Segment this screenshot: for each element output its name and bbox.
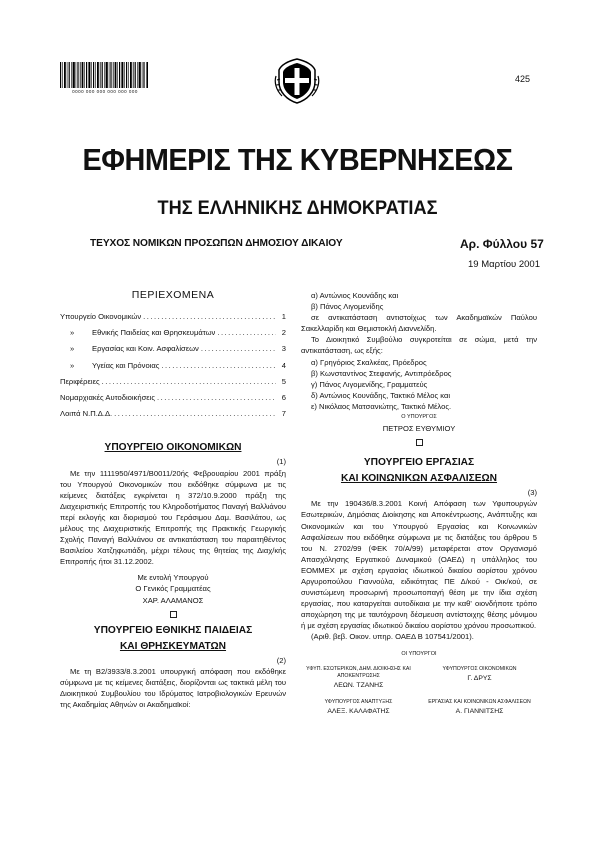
gazette-title: ΕΦΗΜΕΡΙΣ ΤΗΣ ΚΥΒΕΡΝΗΣΕΩΣ — [82, 142, 513, 177]
toc-item-page: 3 — [281, 344, 286, 354]
decision-number: (3) — [527, 488, 537, 498]
separator-square — [416, 439, 423, 446]
toc-item[interactable] — [60, 343, 286, 359]
text-line: α) Αντώνιος Κουνάδης και — [311, 291, 399, 300]
toc-item[interactable] — [60, 408, 286, 424]
issue-number-prefix: Αρ. Φύλλου — [460, 237, 531, 251]
minister-signature — [422, 666, 537, 689]
issue-number-value: 57 — [530, 237, 544, 251]
toc-item-label: Περιφέρειες — [60, 376, 100, 386]
toc-item[interactable] — [60, 392, 286, 408]
toc-item-page: 1 — [281, 312, 286, 322]
member-item: ε) Νικόλαος Ματσανιώτης, Τακτικό Μέλος. — [311, 401, 452, 411]
section-heading: ΥΠΟΥΡΓΕΙΟ ΕΡΓΑΣΙΑΣ — [363, 457, 475, 469]
decision-text: Με την 190436/8.3.2001 Κοινή Απόφαση των Υφυπουργών Εσωτερικών, Δημόσιας Διοίκησης και Αποκέντρωσης, Ανάπτυξης και Οικονομικών και του Υπουργού Εργασίας και Κοινωνικών Ασφαλίσεων που εκδόθηκε σύμφωνα με τις διατάξεις του άρθρου 5 του Ν. 2702/99 (ΦΕΚ 70/Α/99) μεταφέρεται στον Οργανισμό Απασχόλησης Εργατικού Δυναμικού (ΟΑΕΔ) η υπάλληλος του ΕΟΜΜΕΧ με σχέση εργασίας ιδιωτικού δικαίου αορίστου χρόνου Αργυροπούλου Γιαννούλα, ειδικότητας ΠΕ Δ/κού - Οικ/κού, σε συνιστώμενη προσωρινή προσωποπαγή θέση με την ίδια σχέση εργασίας, που καταργείται αυτοδίκαια με την καθ' οιονδήποτε τρόπο αποχώρηση της με ταυτόχρονη δέσμευση αντίστοιχης θέσης μόνιμου ή με σχέση εργασίας ιδιωτικού δικαίου αορίστου χρόνου προσωπικού. — [301, 499, 537, 631]
decision-text: Με τη Β2/3933/8.3.2001 υπουργική απόφαση που εκδόθηκε σύμφωνα με τις κείμενες διατάξεις, διορίζονται ως τακτικά μέλη του Διοικητικού Συμβουλίου του Ιδρύματος Ιατροβιολογικών Ερευνών της Ακαδημίας Αθηνών οι Ακαδημαϊκοί: — [60, 666, 286, 709]
section-heading — [60, 440, 286, 456]
section-heading-text: ΥΠΟΥΡΓΕΙΟ ΟΙΚΟΝΟΜΙΚΩΝ — [104, 442, 242, 454]
separator-square — [170, 611, 177, 618]
section-heading-text: ΚΑΙ ΘΡΗΣΚΕΥΜΑΤΩΝ — [119, 640, 227, 652]
signature-title: Ο ΥΠΟΥΡΓΟΣ — [401, 414, 437, 421]
text-line: σε αντικατάσταση αντιστοίχως των Ακαδημαϊκών Παύλου Σακελλαρίδη και Θεμιστοκλή Διαννελίδη. — [301, 313, 537, 334]
toc-item-page: 6 — [281, 393, 286, 403]
minister-name: Γ. ΔΡΥΣ — [467, 674, 492, 682]
toc-item-label: Υπουργείο Οικονομικών — [60, 312, 142, 322]
ministers-signatures — [301, 666, 537, 715]
issue-number — [460, 237, 544, 251]
text-line: β) Πάνος Λιγομενίδης — [311, 302, 384, 312]
toc-item-mark: » — [70, 360, 75, 370]
barcode — [60, 62, 148, 88]
member-item: δ) Αντώνιος Κουνάδης, Τακτικό Μέλος και — [311, 390, 451, 400]
minister-role: ΥΦΥΠΟΥΡΓΟΣ ΟΙΚΟΝΟΜΙΚΩΝ — [442, 665, 517, 672]
toc-leader — [201, 343, 276, 354]
toc-item-page: 4 — [281, 360, 286, 370]
gazette-subtitle: ΤΗΣ ΕΛΛΗΝΙΚΗΣ ΔΗΜΟΚΡΑΤΙΑΣ — [157, 197, 438, 219]
section-heading-text: ΚΑΙ ΚΟΙΝΩΝΙΚΩΝ ΑΣΦΑΛΙΣΕΩΝ — [340, 473, 498, 485]
page-number: 425 — [515, 74, 531, 84]
minister-role: ΥΦΥΠ. ΕΣΩΤΕΡΙΚΩΝ, ΔΗΜ. ΔΙΟΙΚΗΣΗΣ ΚΑΙ ΑΠΟΚΕΝΤΡΩΣΗΣ — [306, 665, 411, 679]
toc-item-page: 7 — [281, 409, 286, 419]
issue-series: ΤΕΥΧΟΣ ΝΟΜΙΚΩΝ ΠΡΟΣΩΠΩΝ ΔΗΜΟΣΙΟΥ ΔΙΚΑΙΟΥ — [90, 238, 343, 249]
toc-leader — [217, 327, 276, 338]
toc-item-mark: » — [70, 328, 75, 338]
signature-line: Ο Γενικός Γραμματέας — [135, 584, 211, 594]
toc-item-label: Λοιπά Ν.Π.Δ.Δ. — [60, 409, 113, 419]
minister-role: ΕΡΓΑΣΙΑΣ ΚΑΙ ΚΟΙΝΩΝΙΚΩΝ ΑΣΦΑΛΙΣΕΩΝ — [428, 698, 531, 705]
ministers-title: ΟΙ ΥΠΟΥΡΓΟΙ — [401, 650, 437, 657]
toc-leader — [143, 311, 276, 322]
right-column — [301, 290, 537, 715]
toc-leader — [157, 392, 276, 403]
toc-title: ΠΕΡΙΕΧΟΜΕΝΑ — [131, 289, 215, 301]
toc-item[interactable] — [60, 360, 286, 376]
toc-item-mark: » — [70, 344, 75, 354]
minister-name: Α. ΓΙΑΝΝΙΤΣΗΣ — [455, 707, 504, 715]
signature-name: ΠΕΤΡΟΣ ΕΥΘΥΜΙΟΥ — [382, 424, 456, 434]
minister-role: ΥΦΥΠΟΥΡΓΟΣ ΑΝΑΠΤΥΞΗΣ — [324, 698, 393, 705]
barcode-number: 0000 000 000 000 000 000 — [72, 89, 138, 94]
decision-text: Με την 1111950/4971/Β0011/20ής Φεβρουαρίου 2001 πράξη του Υπουργού Οικονομικών που εκδόθηκε σύμφωνα με τις κείμενες διατάξεις εγκρίνεται η 372/10.9.2000 πράξη της Διαχειριστικής Επιτροπής του Κληροδοτήματος Παναγή Βαλλιάνου περί εκλογής και διορισμού του Γεράσιμου Δαμ. Βασιλάτου, ως μέλους της Διαχειριστικής Επιτροπής της Πρακτικής Γεωργικής Σχολής Παναγή Βαλλιάνου σε αντικατάσταση του παραιτηθέντος Βασιλείου Χατζηφωτιάδη, μέχρι τέλους της θητείας της Διαχ/κής Επιτροπής ήτοι 31.12.2002. — [60, 468, 286, 567]
section-heading — [301, 471, 537, 487]
signature-line: Με εντολή Υπουργού — [137, 573, 209, 583]
member-item: α) Γρηγόριος Σκαλκέας, Πρόεδρος — [311, 357, 427, 367]
toc-leader — [161, 360, 276, 371]
toc-item-page: 5 — [281, 376, 286, 386]
decision-number: (2) — [276, 655, 286, 665]
section-heading — [60, 639, 286, 655]
decision-number: (1) — [276, 457, 286, 467]
toc-item[interactable] — [60, 376, 286, 392]
minister-signature — [422, 699, 537, 715]
minister-signature — [301, 666, 416, 689]
coat-of-arms-icon — [274, 56, 320, 106]
signature-name: ΧΑΡ. ΑΛΑΜΑΝΟΣ — [142, 595, 204, 605]
toc-item-label: Εθνικής Παιδείας και Θρησκευμάτων — [92, 328, 216, 338]
member-item: γ) Πάνος Λιγομενίδης, Γραμματεύς — [311, 379, 428, 389]
member-item: β) Κωνσταντίνος Στεφανής, Αντιπρόεδρος — [311, 368, 452, 378]
toc-item-label: Νομαρχιακές Αυτοδιοικήσεις — [60, 393, 155, 403]
toc-item-label: Υγείας και Πρόνοιας — [92, 360, 160, 370]
toc-leader — [102, 376, 276, 387]
text-line: Το Διοικητικό Συμβούλιο συγκροτείται σε σώμα, μετά την αντικατάσταση, ως εξής: — [301, 335, 537, 356]
minister-name: ΑΛΕΞ. ΚΑΛΑΦΑΤΗΣ — [327, 707, 390, 715]
toc-leader — [114, 408, 276, 419]
toc-item-label: Εργασίας και Κοιν. Ασφαλίσεων — [92, 344, 199, 354]
issue-date: 19 Μαρτίου 2001 — [468, 259, 540, 270]
toc-item[interactable] — [60, 311, 286, 327]
section-heading: ΥΠΟΥΡΓΕΙΟ ΕΘΝΙΚΗΣ ΠΑΙΔΕΙΑΣ — [93, 624, 253, 636]
toc-item[interactable] — [60, 327, 286, 343]
reference-line: (Αριθ. βεβ. Οικον. υπηρ. ΟΑΕΔ Β 107541/2001). — [311, 632, 474, 642]
minister-name: ΛΕΩΝ. ΤΖΑΝΗΣ — [333, 681, 384, 689]
minister-signature — [301, 699, 416, 715]
left-column — [60, 290, 286, 710]
toc-item-page: 2 — [281, 328, 286, 338]
